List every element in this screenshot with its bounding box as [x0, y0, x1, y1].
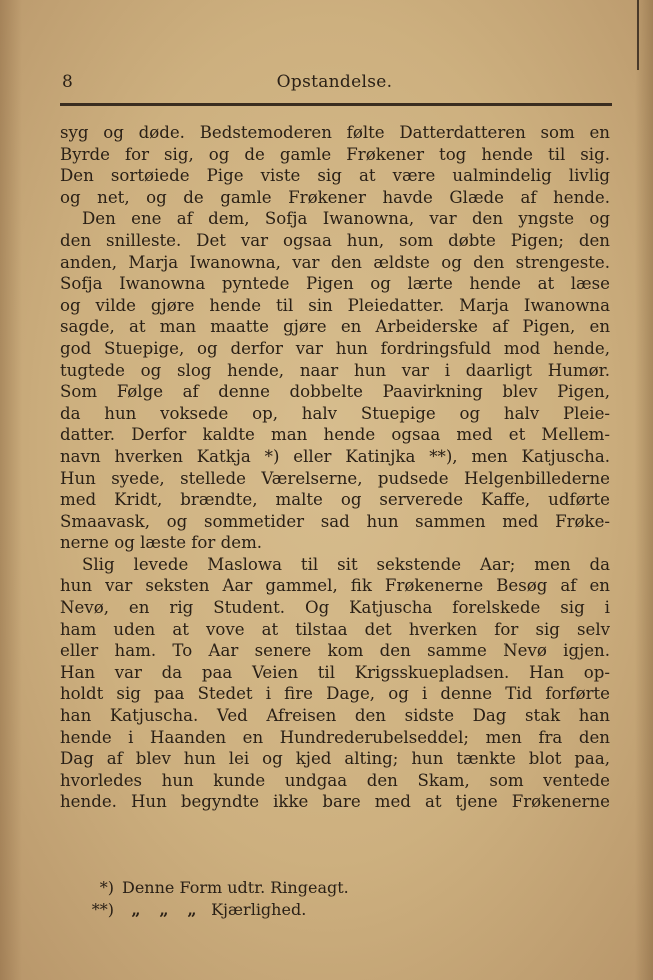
text-line: Den sortøiede Pige viste sig at være ualmindelig livlig	[60, 166, 610, 186]
text-line: tugtede og slog hende, naar hun var i daarligt Humør.	[60, 360, 610, 380]
text-line: sagde, at man maatte gjøre en Arbeiderske af Pigen, en	[60, 317, 610, 337]
header-rule	[60, 103, 612, 106]
text-line: anden, Marja Iwanowna, var den ældste og den strengeste.	[60, 252, 610, 272]
ditto-mark: „	[131, 900, 141, 919]
text-line: hvorledes hun kunde undgaa den Skam, som ventede	[60, 770, 610, 790]
footnote-1	[74, 877, 494, 899]
footnote-mark: **)	[91, 900, 114, 919]
text-line: Nevø, en rig Student. Og Katjuscha forelskede sig i	[60, 598, 610, 618]
text-line: den snilleste. Det var ogsaa hun, som døbte Pigen; den	[60, 230, 610, 250]
footnote-text: Kjærlighed.	[211, 900, 307, 919]
text-line: hun var seksten Aar gammel, fik Frøkenerne Besøg af en	[60, 576, 610, 596]
text-line: Han var da paa Veien til Krigsskuepladsen. Han op-	[60, 662, 610, 682]
page-number: 8	[62, 72, 73, 92]
page-edge-shadow-right	[635, 0, 653, 980]
text-line: eller ham. To Aar senere kom den samme Nevø igjen.	[60, 641, 610, 661]
text-line: nerne og læste for dem.	[60, 533, 263, 553]
text-line: syg og døde. Bedstemoderen følte Datterdatteren som en	[60, 123, 610, 142]
footnote-text: Denne Form udtr. Ringeagt.	[122, 878, 349, 897]
ditto-mark: „	[187, 900, 197, 919]
text-line: ham uden at vove at tilstaa det hverken for sig selv	[60, 619, 610, 639]
text-line: Smaavask, og sommetider sad hun sammen med Frøke-	[60, 511, 610, 531]
text-line: holdt sig paa Stedet i fire Dage, og i denne Tid forførte	[60, 684, 610, 704]
text-line: Byrde for sig, og de gamle Frøkener tog hende til sig.	[60, 144, 610, 164]
text-line: og net, og de gamle Frøkener havde Glæde af hende.	[60, 187, 610, 207]
text-line: hende i Haanden en Hundrederubelseddel; men fra den	[60, 727, 610, 747]
binding-line	[637, 0, 639, 70]
text-line: med Kridt, brændte, malte og serverede Kaffe, udførte	[60, 490, 610, 510]
text-line: Dag af blev hun lei og kjed alting; hun tænkte blot paa,	[60, 749, 610, 769]
footnote-2	[74, 899, 494, 921]
text-line: han Katjuscha. Ved Afreisen den sidste Dag stak han	[60, 706, 610, 726]
text-line: Sofja Iwanowna pyntede Pigen og lærte hende at læse	[60, 274, 610, 294]
text-line: Slig levede Maslowa til sit sekstende Aar; men da	[82, 554, 610, 574]
footnotes	[74, 877, 494, 921]
text-line: Som Følge af denne dobbelte Paavirkning blev Pigen,	[60, 382, 610, 402]
running-header	[62, 70, 607, 96]
running-title: Opstandelse.	[276, 72, 393, 92]
text-line: Den ene af dem, Sofja Iwanowna, var den yngste og	[82, 209, 610, 229]
text-line: Hun syede, stellede Værelserne, pudsede Helgenbillederne	[60, 468, 610, 488]
text-line: og vilde gjøre hende til sin Pleiedatter. Marja Iwanowna	[60, 295, 610, 315]
ditto-mark: „	[159, 900, 169, 919]
text-line: da hun voksede op, halv Stuepige og halv Pleie-	[60, 403, 610, 423]
text-line: god Stuepige, og derfor var hun fordringsfuld mod hende,	[60, 338, 610, 358]
page-edge-shadow-left	[0, 0, 22, 980]
footnote-mark: *)	[99, 878, 114, 897]
text-line: datter. Derfor kaldte man hende ogsaa med et Mellem-	[60, 425, 610, 445]
text-line: navn hverken Katkja *) eller Katinjka **), men Katjuscha.	[60, 446, 610, 466]
body-text	[60, 122, 610, 813]
text-line: hende. Hun begyndte ikke bare med at tjene Frøkenerne	[60, 792, 610, 812]
